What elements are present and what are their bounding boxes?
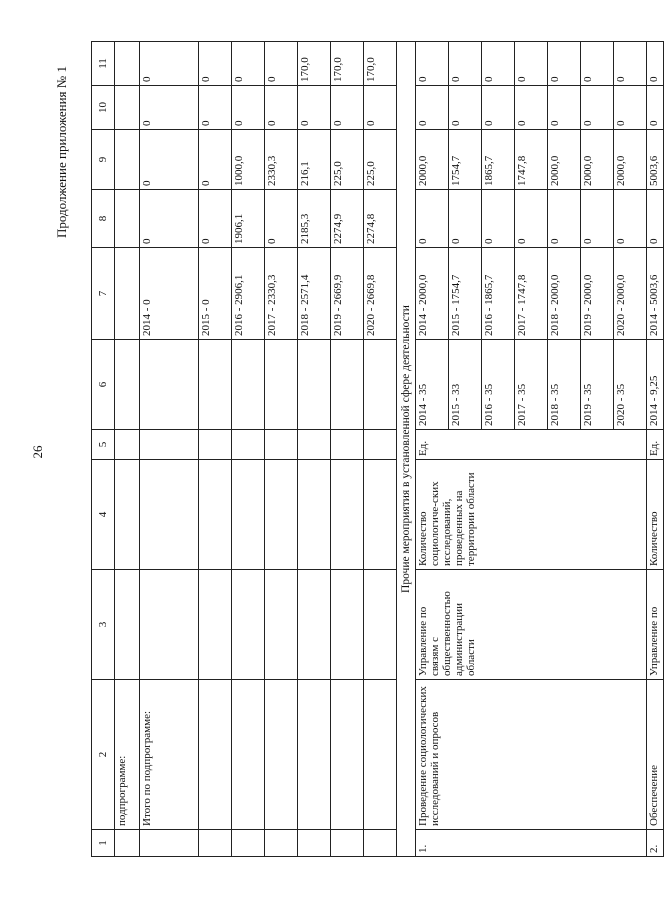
cell: 2019 - 35 [581,340,614,430]
cell: 0 [614,190,647,248]
col-header: 6 [92,340,115,430]
cell: 170,0 [364,42,397,86]
page-number: 26 [30,445,45,459]
cell: 2015 - 0 [199,248,232,340]
cell: 0 [515,190,548,248]
cell: 0 [647,86,664,130]
cell: 0 [331,86,364,130]
cell: 2016 - 2906,1 [232,248,265,340]
cell: 0 [416,86,449,130]
col-header: 7 [92,248,115,340]
cell: 2018 - 2571,4 [298,248,331,340]
table-row [232,42,265,857]
table-row [331,42,364,857]
cell: 1754,7 [449,130,482,190]
col-header: 11 [92,42,115,86]
table-row [647,42,664,857]
cell: 216,1 [298,130,331,190]
cell [265,460,298,570]
cell [331,830,364,857]
cell: 0 [449,190,482,248]
cell: 0 [232,86,265,130]
cell [232,460,265,570]
cell: 1000,0 [232,130,265,190]
cell: 0 [482,190,515,248]
cell: 5003,6 [647,130,664,190]
col-header: 5 [92,430,115,460]
cell [232,570,265,680]
cell: 0 [265,42,298,86]
cell [140,570,199,680]
cell: 0 [449,42,482,86]
item-unit: Ед. [647,430,664,460]
cell [140,460,199,570]
cell: 0 [199,190,232,248]
cell [364,340,397,430]
cell: 0 [416,42,449,86]
table-row [199,42,232,857]
cell: 2019 - 2669,9 [331,248,364,340]
cell: 0 [581,42,614,86]
cell [199,570,232,680]
cell [265,680,298,830]
cell: Итого по подпрограмме: [140,680,199,830]
cell: 2274,9 [331,190,364,248]
header-row [92,42,115,857]
cell [331,680,364,830]
cell [199,830,232,857]
cell [232,340,265,430]
table-row [364,42,397,857]
cell: 2017 - 1747,8 [515,248,548,340]
cell [364,830,397,857]
cell [115,460,140,570]
col-header: 4 [92,460,115,570]
cell: 0 [515,42,548,86]
section-title: Прочие мероприятия в установленной сфере деятельности [397,42,416,857]
cell [115,248,140,340]
cell [298,680,331,830]
section-row [397,42,416,857]
cell [265,340,298,430]
cell: 0 [548,86,581,130]
cell: 2020 - 2000,0 [614,248,647,340]
cell: 2330,3 [265,130,298,190]
cell [199,680,232,830]
cell: 2014 - 35 [416,340,449,430]
cell: 0 [581,190,614,248]
item-name: Обеспечение [647,680,664,830]
cell: 2000,0 [614,130,647,190]
document-sheet [91,42,660,857]
cell: 2000,0 [416,130,449,190]
cell: 2015 - 33 [449,340,482,430]
cell: 0 [364,86,397,130]
cell [115,86,140,130]
cell: 0 [199,86,232,130]
cell: 2014 - 2000,0 [416,248,449,340]
cell [115,340,140,430]
table-row [265,42,298,857]
cell: 0 [140,86,199,130]
cell: 2000,0 [548,130,581,190]
cell: 170,0 [331,42,364,86]
cell: 170,0 [298,42,331,86]
cell: 2018 - 35 [548,340,581,430]
cell: 1906,1 [232,190,265,248]
cell: 2014 - 9,25 [647,340,664,430]
cell [265,830,298,857]
cell [199,340,232,430]
cell [364,570,397,680]
table-row [298,42,331,857]
cell: 0 [449,86,482,130]
item-indicator: Количество социологиче-ских исследований, проведенных на территории области [416,460,647,570]
cell: 0 [482,86,515,130]
cell: 1747,8 [515,130,548,190]
cell: подпрограмме: [115,680,140,830]
cell [364,430,397,460]
cell [140,340,199,430]
cell [232,680,265,830]
cell [140,830,199,857]
cell [331,430,364,460]
col-header: 1 [92,830,115,857]
cell: 0 [199,130,232,190]
cell: 0 [581,86,614,130]
cell: 2185,3 [298,190,331,248]
cell: 0 [548,42,581,86]
cell: 0 [614,42,647,86]
cell: 2274,8 [364,190,397,248]
cell: 225,0 [331,130,364,190]
cell: 0 [298,86,331,130]
cell: 2014 - 0 [140,248,199,340]
cell [364,680,397,830]
cell: 0 [548,190,581,248]
cell: 2015 - 1754,7 [449,248,482,340]
cell [331,340,364,430]
cell [199,430,232,460]
cell [115,130,140,190]
item-executor: Управление по связям с общественностью администрации области [416,570,647,680]
cell [115,830,140,857]
cell [115,190,140,248]
cell: 2016 - 1865,7 [482,248,515,340]
cell [265,430,298,460]
cell [115,570,140,680]
cell: 2020 - 2669,8 [364,248,397,340]
cell [115,42,140,86]
cell: 0 [140,42,199,86]
col-header: 8 [92,190,115,248]
cell [298,430,331,460]
cell [298,570,331,680]
cell [298,830,331,857]
cell: 0 [199,42,232,86]
item-indicator: Количество [647,460,664,570]
cell: 2017 - 2330,3 [265,248,298,340]
cell: 0 [140,190,199,248]
cell: 2016 - 35 [482,340,515,430]
col-header: 3 [92,570,115,680]
cell: 0 [515,86,548,130]
cell [298,460,331,570]
cell: 2020 - 35 [614,340,647,430]
appendix-title: Продолжение приложения № 1 [54,66,69,238]
cell: 0 [140,130,199,190]
cell: 0 [482,42,515,86]
cell [199,460,232,570]
table-row [140,42,199,857]
cell [298,340,331,430]
cell [140,430,199,460]
cell: 2018 - 2000,0 [548,248,581,340]
cell: 0 [232,42,265,86]
program-table [91,41,664,857]
cell [331,460,364,570]
cell: 2014 - 5003,6 [647,248,664,340]
cell [364,460,397,570]
cell [232,830,265,857]
cell: 225,0 [364,130,397,190]
table-row [416,42,449,857]
col-header: 10 [92,86,115,130]
cell: 0 [265,190,298,248]
cell: 1865,7 [482,130,515,190]
cell: 0 [614,86,647,130]
item-executor: Управление по [647,570,664,680]
cell [115,430,140,460]
cell: 2017 - 35 [515,340,548,430]
cell [265,570,298,680]
item-number: 1. [416,830,647,857]
col-header: 2 [92,680,115,830]
cell: 0 [265,86,298,130]
item-name: Проведение социологических исследований и опросов [416,680,647,830]
cell: 2000,0 [581,130,614,190]
cell [331,570,364,680]
cell: 0 [647,190,664,248]
cell [232,430,265,460]
item-unit: Ед. [416,430,647,460]
table-row [115,42,140,857]
cell: 2019 - 2000,0 [581,248,614,340]
item-number: 2. [647,830,664,857]
cell: 0 [416,190,449,248]
cell: 0 [647,42,664,86]
col-header: 9 [92,130,115,190]
